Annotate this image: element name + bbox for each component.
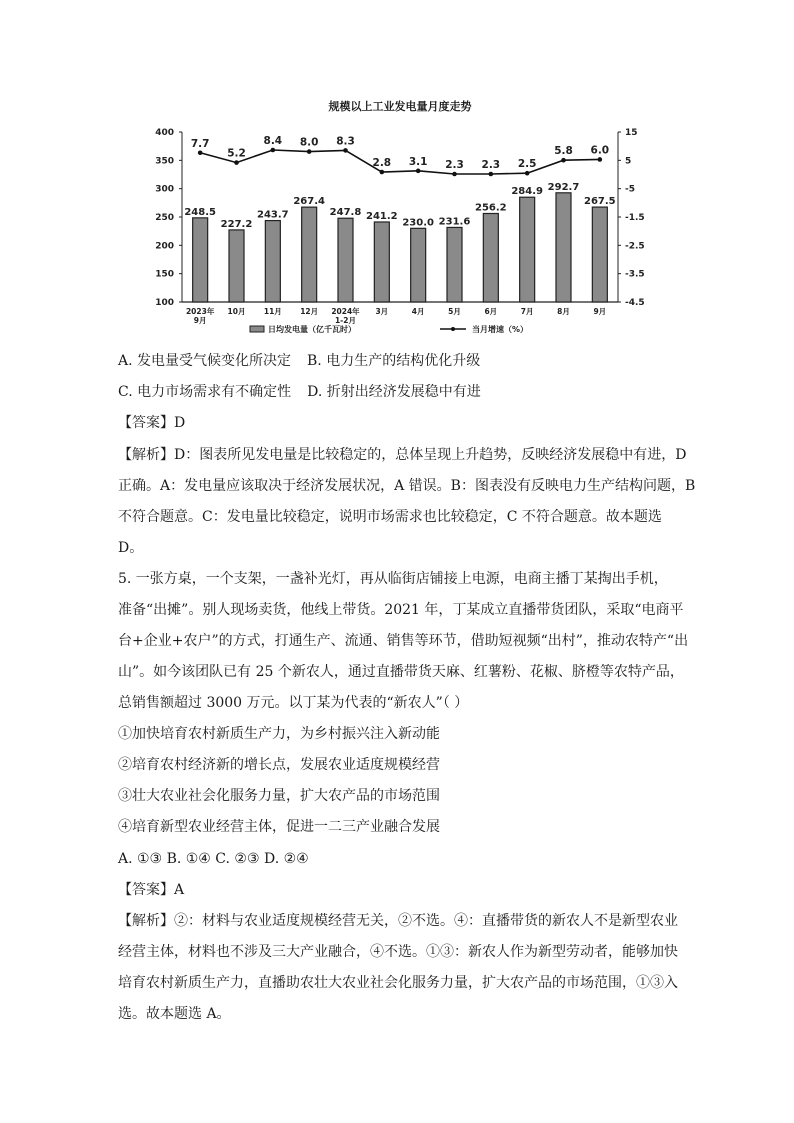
growth-value-label: 2.5 (517, 158, 537, 171)
q5-analysis-line: 培育农村新质生产力，直播助农壮大农业社会化服务力量，扩大农产品的市场范围，①③入 (118, 975, 678, 991)
x-tick-label: 11月 (263, 307, 282, 316)
growth-point (489, 172, 494, 177)
growth-value-label: 3.1 (408, 155, 428, 168)
bar (229, 230, 244, 302)
x-tick-label: 10月 (227, 307, 246, 316)
growth-point (234, 160, 239, 165)
bar (411, 228, 426, 302)
growth-value-label: 2.3 (481, 159, 501, 171)
q5-analysis-line: 经营主体，材料也不涉及三大产业融合，④不选。①③：新农人作为新型劳动者，能够加快 (118, 944, 678, 960)
growth-value-label: 5.8 (554, 145, 573, 158)
growth-value-label: 8.0 (299, 136, 319, 149)
q5-stem-line: 准备“出摊”。别人现场卖货，他线上带货。2021 年，丁某成立直播带货团队，采取“电商平 (118, 602, 684, 618)
bar (592, 207, 607, 302)
bar-value-label: 247.8 (329, 207, 362, 219)
q4-option-c: C. 电力市场需求有不确定性 (118, 384, 292, 400)
q5-analysis-line: 选。故本题选 A。 (118, 1006, 231, 1022)
growth-value-label: 7.7 (190, 137, 210, 150)
growth-point (198, 150, 203, 155)
x-tick-label: 6月 (484, 307, 498, 316)
y-tick-label-left: 100 (155, 298, 174, 308)
legend-bar-swatch (250, 326, 264, 332)
growth-value-label: 8.4 (263, 135, 283, 147)
growth-value-label: 2.8 (372, 157, 392, 170)
bar (520, 197, 535, 302)
q4-option-b: B. 电力生产的结构优化升级 (307, 353, 481, 369)
y-tick-label-right: 5 (625, 156, 632, 167)
q5-options: A. ①③ B. ①④ C. ②③ D. ②④ (118, 851, 309, 867)
x-tick-label: 12月 (300, 307, 319, 316)
bar-value-label: 231.6 (438, 216, 471, 228)
growth-point (598, 157, 603, 162)
x-tick-label: 2024年 (331, 307, 360, 316)
x-tick-label: 3月 (375, 307, 389, 316)
y-tick-label-left: 350 (155, 156, 174, 167)
q4-analysis-line: 不符合题意。C：发电量比较稳定，说明市场需求也比较稳定，C 不符合题意。故本题选 (118, 509, 662, 525)
x-tick-label: 1-2月 (334, 316, 357, 325)
y-tick-label-right: -5 (625, 184, 635, 195)
y-tick-label-right: -4.5 (625, 298, 645, 308)
bar-value-label: 284.9 (511, 186, 543, 198)
bar (483, 213, 498, 302)
bar-value-label: 243.7 (257, 209, 289, 221)
q4-analysis-line: D。 (118, 540, 144, 556)
growth-point (525, 171, 530, 176)
growth-point (307, 149, 312, 154)
q4-analysis-line: 【解析】D：图表所见发电量是比较稳定的，总体呈现上升趋势，反映经济发展稳中有进，D (118, 447, 687, 463)
y-tick-label-left: 250 (155, 213, 174, 223)
y-tick-label-right: -2.5 (625, 241, 645, 252)
y-tick-label-left: 200 (155, 241, 174, 252)
q5-stem-line: 总销售额超过 3000 万元。以丁某为代表的“新农人”（ ） (118, 695, 469, 711)
y-tick-label-left: 300 (155, 184, 174, 195)
growth-value-label: 2.3 (445, 159, 464, 171)
bar (193, 218, 208, 302)
x-tick-label: 7月 (520, 307, 534, 316)
chart-title: 规模以上工业发电量月度走势 (328, 100, 472, 113)
q5-stem-line: 5. 一张方桌，一个支架，一盏补光灯，再从临街店铺接上电源，电商主播丁某掏出手机， (118, 571, 668, 587)
bar (302, 207, 317, 302)
q5-item: ①加快培育农村新质生产力，为乡村振兴注入新动能 (118, 726, 440, 742)
y-tick-label-right: -3.5 (625, 269, 645, 280)
chart-svg (140, 92, 660, 340)
bar (338, 218, 353, 302)
bar-value-label: 267.5 (584, 196, 616, 208)
y-tick-label-left: 150 (155, 269, 174, 280)
x-tick-label: 2023年 (185, 307, 215, 316)
q5-item: ③壮大农业社会化服务力量，扩大农产品的市场范围 (118, 788, 440, 804)
q4-options-row-1 (118, 351, 698, 371)
bar-value-label: 227.2 (220, 218, 253, 230)
q4-option-d: D. 折射出经济发展稳中有进 (307, 384, 481, 400)
y-tick-label-left: 400 (155, 128, 174, 138)
growth-value-label: 8.3 (336, 135, 355, 148)
growth-point (271, 148, 276, 153)
q4-options-row-2 (118, 382, 698, 402)
bar (447, 227, 462, 302)
bar-value-label: 267.4 (293, 196, 325, 208)
bar (374, 222, 389, 302)
growth-point (380, 170, 385, 175)
x-tick-label: 9月 (193, 316, 207, 325)
legend-line-marker (451, 327, 455, 331)
bar-value-label: 230.0 (402, 217, 434, 229)
bar (265, 221, 280, 302)
generation-chart (140, 92, 660, 340)
x-tick-label: 9月 (593, 307, 607, 316)
q5-analysis-line: 【解析】②：材料与农业适度规模经营无关，②不选。④：直播带货的新农人不是新型农业 (118, 913, 678, 929)
growth-point (343, 148, 348, 153)
q5-stem-line: 台+企业+农户”的方式，打通生产、流通、销售等环节，借助短视频“出村”，推动农特产“出 (118, 633, 689, 649)
q5-answer: 【答案】A (118, 882, 185, 898)
q4-option-a: A. 发电量受气候变化所决定 (118, 353, 292, 369)
growth-value-label: 5.2 (227, 147, 246, 160)
y-tick-label-right: 15 (625, 128, 638, 138)
bar-value-label: 292.7 (547, 181, 580, 193)
q5-stem-line: 山”。如今该团队已有 25 个新农人，通过直播带货天麻、红薯粉、花椒、脐橙等农特产品， (118, 664, 684, 680)
growth-value-label: 6.0 (590, 144, 610, 157)
y-tick-label-right: -1.5 (625, 213, 645, 223)
q5-item: ④培育新型农业经营主体，促进一二三产业融合发展 (118, 819, 440, 835)
q4-analysis-line: 正确。A：发电量应该取决于经济发展状况，A 错误。B：图表没有反映电力生产结构问题，B (118, 478, 696, 494)
q4-answer: 【答案】D (118, 415, 186, 431)
growth-point (452, 172, 457, 177)
bar-value-label: 241.2 (366, 210, 398, 222)
x-tick-label: 5月 (448, 307, 461, 316)
x-tick-label: 4月 (411, 307, 425, 316)
legend-bar-label: 日均发电量（亿千瓦时） (268, 325, 356, 334)
growth-point (561, 158, 566, 163)
growth-line (200, 147, 600, 174)
bar-value-label: 248.5 (184, 206, 216, 218)
legend-line-label: 当月增速（%） (472, 325, 529, 334)
x-tick-label: 8月 (557, 307, 570, 316)
bar (556, 193, 571, 302)
growth-point (416, 169, 421, 174)
bar-value-label: 256.2 (475, 202, 507, 214)
q5-item: ②培育农村经济新的增长点，发展农业适度规模经营 (118, 757, 440, 773)
